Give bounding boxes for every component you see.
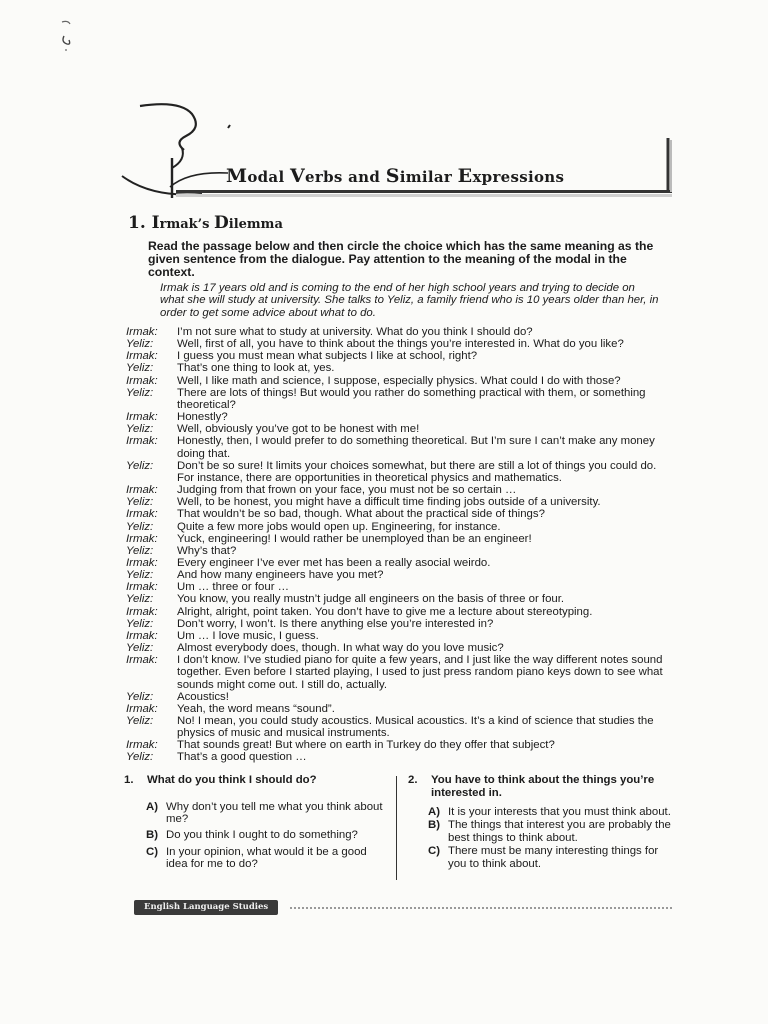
section-title-part: I <box>151 213 160 233</box>
section-title-part: D <box>214 213 229 233</box>
speaker-name: Irmak: <box>126 556 158 569</box>
answer-option[interactable] <box>428 806 678 818</box>
speech-text: Acoustics! <box>177 690 229 703</box>
instructions: Read the passage below and then circle the choice which has the same meaning as the given sentence from the dialogue. Pay attention to the meaning of the modal in the context. <box>148 239 654 279</box>
speech-text: Well, first of all, you have to think about the things you’re interested in. What do you like? <box>177 338 624 351</box>
speech-text: Why’s that? <box>177 544 237 557</box>
answer-option[interactable] <box>146 801 386 826</box>
speaker-name: Yeliz: <box>126 690 154 703</box>
speech-text: I don’t know. I’ve studied piano for quite a few years, and I just like the way different notes sound together. Even before I started playing, I used to just press random piano keys down to see what sounds might come out. I still do, actually. <box>177 654 663 691</box>
option-text: The things that interest you are probably the best things to think about. <box>448 819 671 844</box>
speaker-name: Irmak: <box>126 739 158 752</box>
dialogue-line <box>126 387 676 411</box>
option-letter: B) <box>428 819 441 832</box>
speech-text: Honestly? <box>177 411 228 424</box>
question-number: 2. <box>408 774 418 786</box>
title-swirl-decoration <box>120 98 680 218</box>
dialogue-line <box>126 630 676 642</box>
speech-text: You know, you really mustn’t judge all engineers on the basis of three or four. <box>177 593 565 606</box>
speech-text: I guess you must mean what subjects I like at school, right? <box>177 350 478 363</box>
dialogue-line <box>126 606 676 618</box>
speech-text: That wouldn’t be so bad, though. What about the practical side of things? <box>177 508 545 521</box>
question-1 <box>124 774 386 875</box>
dialogue-line <box>126 338 676 350</box>
question-prompt: What do you think I should do? <box>147 774 317 786</box>
speaker-name: Irmak: <box>126 702 158 715</box>
dialogue-line <box>126 375 676 387</box>
dialogue-line <box>126 715 676 739</box>
speaker-name: Yeliz: <box>126 459 154 472</box>
dialogue-line <box>126 484 676 496</box>
option-letter: A) <box>428 806 441 818</box>
question-2 <box>408 774 678 871</box>
answer-option[interactable] <box>146 829 386 841</box>
speech-text: Quite a few more jobs would open up. Engineering, for instance. <box>177 520 501 533</box>
dialogue-line <box>126 496 676 508</box>
speaker-name: Yeliz: <box>126 569 154 582</box>
dialogue-line <box>126 751 676 763</box>
option-text: Do you think I ought to do something? <box>166 829 358 842</box>
speaker-name: Yeliz: <box>126 423 154 436</box>
speech-text: That sounds great! But where on earth in Turkey do they offer that subject? <box>177 739 555 752</box>
dialogue-line <box>126 350 676 362</box>
speaker-name: Yeliz: <box>126 496 154 509</box>
speaker-name: Irmak: <box>126 508 158 521</box>
dialogue-line <box>126 593 676 605</box>
column-divider <box>396 776 397 880</box>
speech-text: Judging from that frown on your face, you must not be so certain … <box>177 484 517 497</box>
dialogue-line <box>126 618 676 630</box>
dialogue-line <box>126 545 676 557</box>
speaker-name: Yeliz: <box>126 386 154 399</box>
answer-option[interactable] <box>428 819 678 844</box>
title-part: V <box>289 165 306 187</box>
option-letter: B) <box>146 829 159 842</box>
title-part: E <box>457 165 473 187</box>
speech-text: Alright, alright, point taken. You don’t have to give me a lecture about stereotyping. <box>177 605 593 618</box>
dialogue-line <box>126 326 676 338</box>
intro-paragraph: Irmak is 17 years old and is coming to the end of her high school years and trying to decide on what she will study at university. She talks to Yeliz, a family friend who is 10 years older than her, in order to get some advice about what to do. <box>160 282 659 319</box>
dialogue-line <box>126 533 676 545</box>
footer-badge: English Language Studies <box>134 900 278 915</box>
scan-mark <box>52 18 76 58</box>
dialogue-line <box>126 581 676 593</box>
title-part: odal <box>247 168 290 186</box>
option-letter: C) <box>428 845 441 858</box>
speaker-name: Yeliz: <box>126 642 154 655</box>
option-text: Why don’t you tell me what you think about me? <box>166 800 383 825</box>
section-number: 1. <box>128 213 146 233</box>
speaker-name: Yeliz: <box>126 751 154 764</box>
speech-text: Well, to be honest, you might have a difficult time finding jobs outside of a university. <box>177 496 601 509</box>
footer-rule <box>290 907 674 909</box>
speech-text: Yuck, engineering! I would rather be unemployed than be an engineer! <box>177 532 532 545</box>
section-title-part: rmak’s <box>159 217 215 232</box>
speaker-name: Irmak: <box>126 654 158 667</box>
speech-text: That’s a good question … <box>177 751 307 764</box>
speaker-name: Yeliz: <box>126 544 154 557</box>
section-title-part: ilemma <box>228 217 283 232</box>
dialogue-line <box>126 435 676 459</box>
option-letter: A) <box>146 800 159 813</box>
speaker-name: Irmak: <box>126 374 158 387</box>
speaker-name: Irmak: <box>126 629 158 642</box>
option-text: In your opinion, what would it be a good idea for me to do? <box>166 845 367 871</box>
dialogue-line <box>126 691 676 703</box>
answer-option[interactable] <box>146 846 386 871</box>
speaker-name: Irmak: <box>126 326 158 338</box>
option-letter: C) <box>146 845 159 858</box>
dialogue-line <box>126 508 676 520</box>
speaker-name: Irmak: <box>126 435 158 448</box>
option-text: It is your interests that you must think about. <box>448 806 671 818</box>
section-heading <box>128 213 283 233</box>
speech-text: No! I mean, you could study acoustics. Musical acoustics. It’s a kind of science that studies the physics of music and musical instruments. <box>177 715 654 740</box>
title-part: erbs <box>305 168 349 186</box>
speaker-name: Irmak: <box>126 581 158 594</box>
question-number: 1. <box>124 774 134 786</box>
title-part: imilar <box>399 168 458 186</box>
speaker-name: Yeliz: <box>126 362 154 375</box>
dialogue-line <box>126 654 676 690</box>
speech-text: Um … I love music, I guess. <box>177 629 319 642</box>
answer-option[interactable] <box>428 845 678 870</box>
speaker-name: Irmak: <box>126 484 158 497</box>
speech-text: Every engineer I’ve ever met has been a really asocial weirdo. <box>177 556 491 569</box>
speaker-name: Yeliz: <box>126 617 154 630</box>
speech-text: Yeah, the word means “sound”. <box>177 702 335 715</box>
speaker-name: Yeliz: <box>126 520 154 533</box>
speaker-name: Irmak: <box>126 411 158 424</box>
dialogue-line <box>126 642 676 654</box>
speaker-name: Yeliz: <box>126 338 154 351</box>
speech-text: There are lots of things! But would you rather do something practical with them, or something theoretical? <box>177 386 646 411</box>
dialogue-line <box>126 557 676 569</box>
question-prompt: You have to think about the things you’re interested in. <box>431 774 655 799</box>
speech-text: Well, I like math and science, I suppose, especially physics. What could I do with those? <box>177 374 621 387</box>
title-part: M <box>226 165 248 187</box>
option-text: There must be many interesting things for you to think about. <box>448 845 659 870</box>
page-title <box>226 165 564 187</box>
dialogue <box>126 326 676 764</box>
speech-text: Almost everybody does, though. In what way do you love music? <box>177 642 504 655</box>
speaker-name: Yeliz: <box>126 715 154 727</box>
dialogue-line <box>126 703 676 715</box>
speech-text: Don’t be so sure! It limits your choices somewhat, but there are still a lot of things you could do. For instance, there are opportunities in theoretical physics and mathematics. <box>177 459 657 484</box>
speech-text: That’s one thing to look at, yes. <box>177 362 335 375</box>
speaker-name: Irmak: <box>126 350 158 363</box>
dialogue-line <box>126 739 676 751</box>
speaker-name: Yeliz: <box>126 593 154 606</box>
speech-text: I’m not sure what to study at university. What do you think I should do? <box>177 326 533 338</box>
title-part: xpressions <box>472 168 565 186</box>
speaker-name: Irmak: <box>126 532 158 545</box>
speech-text: And how many engineers have you met? <box>177 569 384 582</box>
speaker-name: Irmak: <box>126 605 158 618</box>
speech-text: Um … three or four … <box>177 581 290 594</box>
dialogue-line <box>126 362 676 374</box>
dialogue-line <box>126 423 676 435</box>
speech-text: Well, obviously you’ve got to be honest with me! <box>177 423 420 436</box>
dialogue-line <box>126 411 676 423</box>
dialogue-line <box>126 521 676 533</box>
title-part: S <box>385 165 400 187</box>
dialogue-line <box>126 569 676 581</box>
dialogue-line <box>126 460 676 484</box>
title-part: and <box>348 168 386 186</box>
speech-text: Honestly, then, I would prefer to do something theoretical. But I’m sure I can’t make any money doing that. <box>177 435 655 460</box>
speech-text: Don’t worry, I won’t. Is there anything else you’re interested in? <box>177 617 494 630</box>
